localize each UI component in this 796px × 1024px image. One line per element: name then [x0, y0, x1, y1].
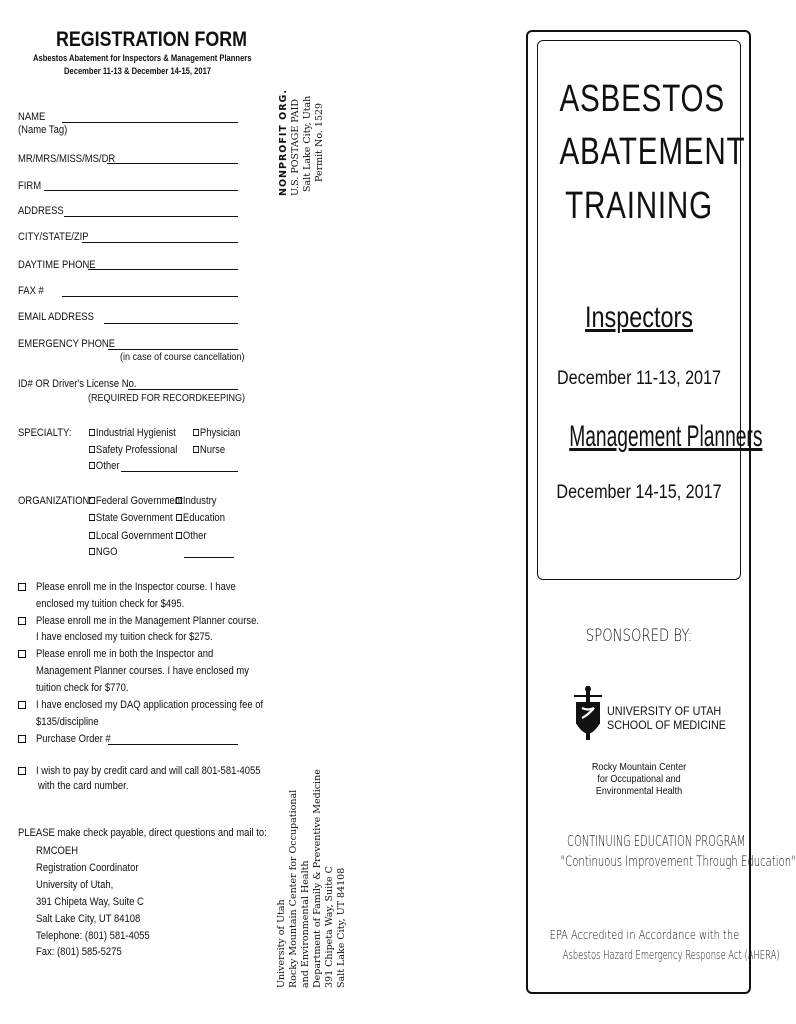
credit-card-text: I wish to pay by credit card and will call 801-581-4055 [36, 765, 261, 777]
enroll-text: $135/discipline [36, 716, 99, 728]
daq-fee-checkbox[interactable] [18, 701, 26, 709]
specialty-option[interactable]: Nurse [193, 444, 225, 456]
checkbox[interactable] [193, 446, 199, 453]
specialty-label: SPECIALTY: [18, 427, 72, 439]
checkbox[interactable] [89, 429, 95, 436]
university-name: UNIVERSITY OF UTAH [607, 704, 722, 718]
enroll-text: Management Planner courses. I have enclosed my [36, 665, 249, 677]
mail-intro: PLEASE make check payable, direct questions and mail to: [18, 827, 267, 839]
center-line: for Occupational and [597, 773, 681, 785]
form-dates: December 11-13 & December 14-15, 2017 [64, 66, 212, 77]
enroll-text: Please enroll me in both the Inspector and [36, 648, 214, 660]
specialty-option[interactable]: Industrial Hygienist [89, 427, 176, 439]
checkbox[interactable] [89, 462, 95, 469]
checkbox[interactable] [89, 548, 95, 555]
enroll-text: Please enroll me in the Inspector course. I have [36, 581, 236, 593]
email-field[interactable] [104, 323, 238, 324]
organization-option[interactable]: Industry [176, 495, 217, 507]
enroll-inspector-checkbox[interactable] [18, 583, 26, 591]
enroll-text: I have enclosed my DAQ application processing fee of [36, 699, 264, 711]
id-field[interactable] [128, 389, 238, 390]
center-line: Environmental Health [595, 785, 683, 797]
cover-title-line: ABATEMENT [559, 131, 746, 173]
checkbox[interactable] [176, 532, 182, 539]
program-name: CONTINUING EDUCATION PROGRAM [567, 832, 746, 850]
specialty-option[interactable]: Physician [193, 427, 240, 439]
firm-label: FIRM [18, 180, 42, 192]
emergency-field[interactable] [108, 349, 238, 350]
enroll-text: Please enroll me in the Management Planner course. [36, 615, 259, 627]
cover-title-line: ASBESTOS [559, 78, 725, 120]
checkbox[interactable] [193, 429, 199, 436]
planners-heading: Management Planners [569, 420, 763, 453]
epa-accreditation: EPA Accredited in Accordance with the [549, 928, 740, 942]
postage-indicia: NONPROFIT ORG. U.S. POSTAGE PAID Salt Lake City, Utah Permit No. 1529 [278, 89, 325, 196]
mail-line: Telephone: (801) 581-4055 [36, 930, 150, 942]
form-title: REGISTRATION FORM [56, 28, 248, 51]
emergency-label: EMERGENCY PHONE [18, 338, 116, 350]
city-field[interactable] [82, 242, 238, 243]
mail-line: Registration Coordinator [36, 862, 139, 874]
organization-label: ORGANIZATION: [18, 495, 92, 507]
fax-field[interactable] [62, 296, 238, 297]
purchase-order-field[interactable] [108, 744, 238, 745]
checkbox[interactable] [89, 532, 95, 539]
checkbox[interactable] [89, 514, 95, 521]
name-field[interactable] [62, 122, 238, 123]
planners-dates: December 14-15, 2017 [556, 482, 722, 503]
enroll-text: I have enclosed my tuition check for $275. [36, 631, 213, 643]
enroll-text: tuition check for $770. [36, 682, 129, 694]
firm-field[interactable] [44, 190, 238, 191]
inspectors-dates: December 11-13, 2017 [557, 368, 721, 389]
center-line: Rocky Mountain Center [591, 761, 687, 773]
school-name: SCHOOL OF MEDICINE [607, 718, 727, 732]
form-subtitle: Asbestos Abatement for Inspectors & Management Planners [33, 53, 252, 64]
organization-option[interactable]: Local Government [89, 530, 173, 542]
mail-line: Fax: (801) 585-5275 [36, 946, 122, 958]
enroll-planner-checkbox[interactable] [18, 617, 26, 625]
cover-title-line: TRAINING [565, 185, 713, 227]
emergency-note: (in case of course cancellation) [120, 351, 245, 363]
sponsored-by: SPONSORED BY: [585, 626, 693, 646]
inspectors-heading: Inspectors [585, 301, 693, 334]
address-field[interactable] [64, 216, 238, 217]
organization-option[interactable]: Federal Government [89, 495, 183, 507]
checkbox[interactable] [176, 514, 182, 521]
mail-line: Salt Lake City, UT 84108 [36, 913, 141, 925]
salutation-field[interactable] [107, 163, 238, 164]
purchase-order-checkbox[interactable] [18, 735, 26, 743]
purchase-order-label: Purchase Order # [36, 733, 111, 745]
checkbox[interactable] [89, 497, 95, 504]
name-tag-note: (Name Tag) [18, 124, 68, 136]
organization-option[interactable]: Other [176, 530, 207, 542]
specialty-option[interactable]: Other [89, 460, 120, 472]
organization-option[interactable]: Education [176, 512, 225, 524]
specialty-other-field[interactable] [121, 471, 238, 472]
university-logo-icon [573, 686, 603, 744]
enroll-both-checkbox[interactable] [18, 650, 26, 658]
id-note: (REQUIRED FOR RECORDKEEPING) [88, 392, 246, 404]
salutation-label: MR/MRS/MISS/MS/DR [18, 153, 116, 165]
fax-label: FAX # [18, 285, 44, 297]
organization-option[interactable]: NGO [89, 546, 117, 558]
id-label: ID# OR Driver's License No. [18, 378, 137, 390]
phone-field[interactable] [88, 269, 238, 270]
credit-card-checkbox[interactable] [18, 767, 26, 775]
mail-line: University of Utah, [36, 879, 114, 891]
return-address: University of Utah Rocky Mountain Center for Occupational and Environmental Health Department of Family & Preventive Medicine 391 Chipeta Way, Suite C Salt Lake City, UT 84108 [276, 769, 347, 988]
organization-option[interactable]: State Government [89, 512, 173, 524]
checkbox[interactable] [89, 446, 95, 453]
phone-label: DAYTIME PHONE [18, 259, 96, 271]
address-label: ADDRESS [18, 205, 64, 217]
mail-line: 391 Chipeta Way, Suite C [36, 896, 144, 908]
email-label: EMAIL ADDRESS [18, 311, 94, 323]
enroll-text: enclosed my tuition check for $495. [36, 598, 185, 610]
name-label: NAME [18, 111, 46, 123]
checkbox[interactable] [176, 497, 182, 504]
mail-line: RMCOEH [36, 845, 79, 857]
specialty-option[interactable]: Safety Professional [89, 444, 177, 456]
organization-other-field[interactable] [184, 557, 234, 558]
program-tagline: "Continuous Improvement Through Education" [560, 854, 796, 870]
ahera-act: Asbestos Hazard Emergency Response Act (AHERA) [562, 948, 780, 962]
credit-card-text: with the card number. [38, 780, 129, 792]
city-label: CITY/STATE/ZIP [18, 231, 89, 243]
